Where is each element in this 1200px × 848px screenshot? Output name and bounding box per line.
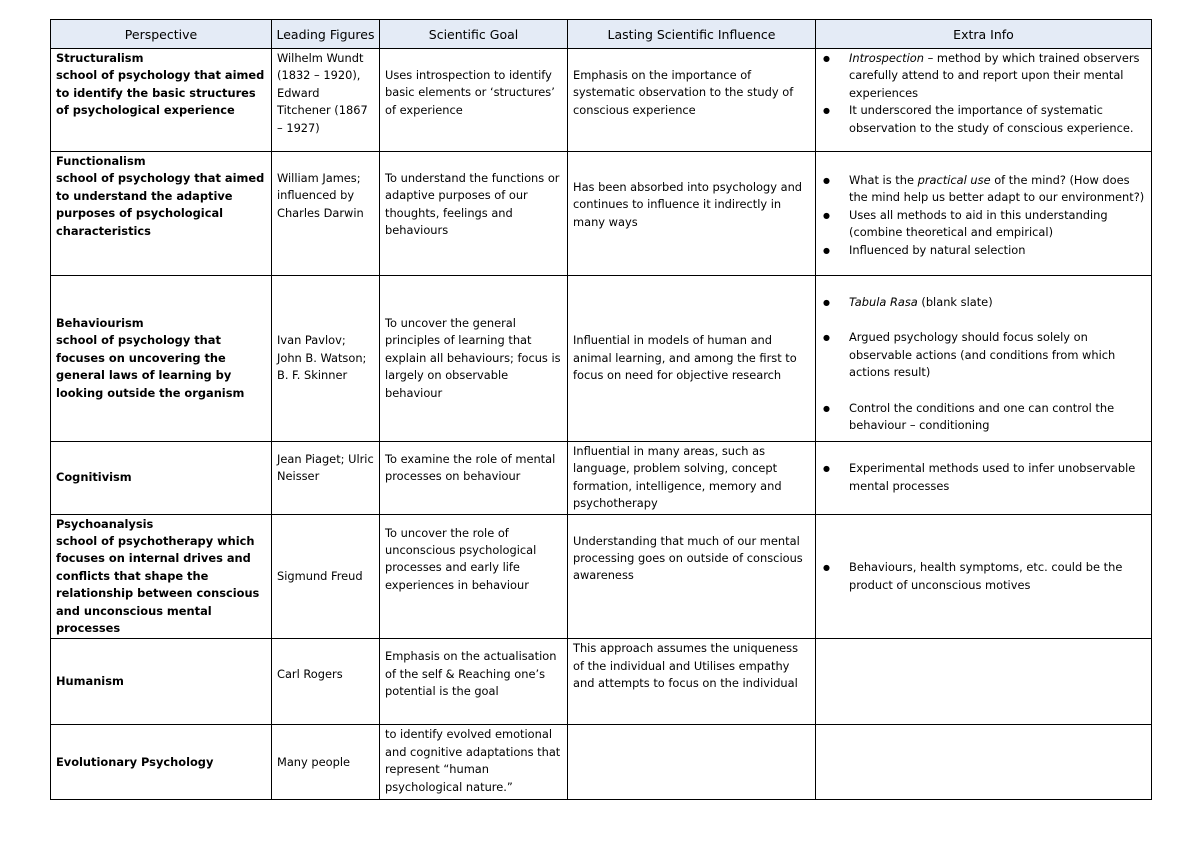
perspective-cell <box>51 514 272 639</box>
extra-info-cell <box>816 276 1152 442</box>
list-item: ● Influenced by natural selection <box>849 242 1146 259</box>
header-scientific-goal: Scientific Goal <box>380 20 568 49</box>
perspective-cell <box>51 276 272 442</box>
figures-cell: Carl Rogers <box>272 639 380 725</box>
perspective-name: Psychoanalysis <box>56 516 154 531</box>
influence-cell: Understanding that much of our mental processing goes on outside of conscious awareness <box>568 514 816 639</box>
perspective-cell <box>51 639 272 725</box>
list-item-text: (blank slate) <box>917 295 993 309</box>
perspective-cell <box>51 49 272 152</box>
perspectives-table <box>50 19 1152 800</box>
goal-cell: Uses introspection to identify basic elements or ‘structures’ of experience <box>380 49 568 152</box>
influence-cell <box>568 725 816 800</box>
extra-info-list <box>821 172 1146 259</box>
influence-cell: Influential in models of human and animal learning, and among the first to focus on need for objective research <box>568 276 816 442</box>
goal-cell: To understand the functions or adaptive purposes of our thoughts, feelings and behaviours <box>380 152 568 276</box>
influence-cell: Emphasis on the importance of systematic observation to the study of conscious experience <box>568 49 816 152</box>
extra-info-cell <box>816 152 1152 276</box>
list-item <box>849 294 1146 311</box>
perspective-description: school of psychology that aimed to identify the basic structures of psychological experience <box>56 68 265 118</box>
table-row <box>51 276 1152 442</box>
table-row <box>51 725 1152 800</box>
figures-cell: Ivan Pavlov; John B. Watson; B. F. Skinner <box>272 276 380 442</box>
term-italic: Introspection <box>849 51 924 65</box>
extra-info-cell <box>816 49 1152 152</box>
list-item <box>849 172 1146 207</box>
list-item <box>849 50 1146 102</box>
influence-cell: Influential in many areas, such as language, problem solving, concept formation, intelligence, memory and psychotherapy <box>568 442 816 515</box>
list-item: ● Uses all methods to aid in this understanding (combine theoretical and empirical) <box>849 207 1146 242</box>
influence-cell: This approach assumes the uniqueness of the individual and Utilises empathy and attempts to focus on the individual <box>568 639 816 725</box>
extra-info-list <box>821 50 1146 137</box>
extra-info-list <box>821 559 1146 594</box>
list-item-text: of the mind? (How does the mind help us better adapt to our environment?) <box>849 173 1145 205</box>
perspective-description: school of psychotherapy which focuses on internal drives and conflicts that shape the relationship between conscious and unconscious mental processes <box>56 534 260 636</box>
figures-cell: Many people <box>272 725 380 800</box>
perspective-name: Humanism <box>56 674 124 689</box>
perspective-description: school of psychology that focuses on uncovering the general laws of learning by looking outside the organism <box>56 333 245 400</box>
list-item: ● Argued psychology should focus solely on observable actions (and conditions from which actions result) <box>849 329 1146 381</box>
perspective-cell <box>51 442 272 515</box>
goal-cell: to identify evolved emotional and cognitive adaptations that represent “human psychological nature.” <box>380 725 568 800</box>
perspective-description: school of psychology that aimed to understand the adaptive purposes of psychological characteristics <box>56 171 265 238</box>
influence-cell: Has been absorbed into psychology and continues to influence it indirectly in many ways <box>568 152 816 276</box>
goal-cell: To uncover the general principles of learning that explain all behaviours; focus is largely on observable behaviour <box>380 276 568 442</box>
term-italic: Tabula Rasa <box>849 295 918 309</box>
list-item-text: What is the <box>849 173 918 187</box>
header-perspective: Perspective <box>51 20 272 49</box>
table-row <box>51 152 1152 276</box>
list-item: ● Experimental methods used to infer unobservable mental processes <box>849 460 1146 495</box>
header-extra-info: Extra Info <box>816 20 1152 49</box>
extra-info-list <box>821 460 1146 495</box>
header-leading-figures: Leading Figures <box>272 20 380 49</box>
header-lasting-influence: Lasting Scientific Influence <box>568 20 816 49</box>
figures-cell: William James; influenced by Charles Darwin <box>272 152 380 276</box>
term-italic: practical use <box>917 173 991 187</box>
list-item: ● It underscored the importance of systematic observation to the study of conscious experience. <box>849 102 1146 137</box>
extra-info-cell <box>816 639 1152 725</box>
perspective-name: Evolutionary Psychology <box>56 754 214 769</box>
perspective-cell <box>51 725 272 800</box>
goal-cell: To uncover the role of unconscious psychological processes and early life experiences in behaviour <box>380 514 568 639</box>
list-item: ● Control the conditions and one can control the behaviour – conditioning <box>849 400 1146 435</box>
perspective-name: Structuralism <box>56 51 144 65</box>
extra-info-cell <box>816 725 1152 800</box>
figures-cell: Wilhelm Wundt (1832 – 1920), Edward Titchener (1867 – 1927) <box>272 49 380 152</box>
perspective-cell <box>51 152 272 276</box>
goal-cell: Emphasis on the actualisation of the self & Reaching one’s potential is the goal <box>380 639 568 725</box>
table-row <box>51 514 1152 639</box>
goal-cell: To examine the role of mental processes on behaviour <box>380 442 568 515</box>
header-row <box>51 20 1152 49</box>
list-item: ● Behaviours, health symptoms, etc. could be the product of unconscious motives <box>849 559 1146 594</box>
table-row <box>51 639 1152 725</box>
table-row <box>51 442 1152 515</box>
perspective-name: Functionalism <box>56 154 146 168</box>
extra-info-list <box>821 294 1146 434</box>
list-item-text: – method by which trained observers carefully attend to and report upon their mental experiences <box>849 51 1140 100</box>
figures-cell: Sigmund Freud <box>272 514 380 639</box>
perspective-name: Behaviourism <box>56 315 144 330</box>
figures-cell: Jean Piaget; Ulric Neisser <box>272 442 380 515</box>
perspective-name: Cognitivism <box>56 470 132 485</box>
extra-info-cell <box>816 514 1152 639</box>
extra-info-cell <box>816 442 1152 515</box>
table-row <box>51 49 1152 152</box>
